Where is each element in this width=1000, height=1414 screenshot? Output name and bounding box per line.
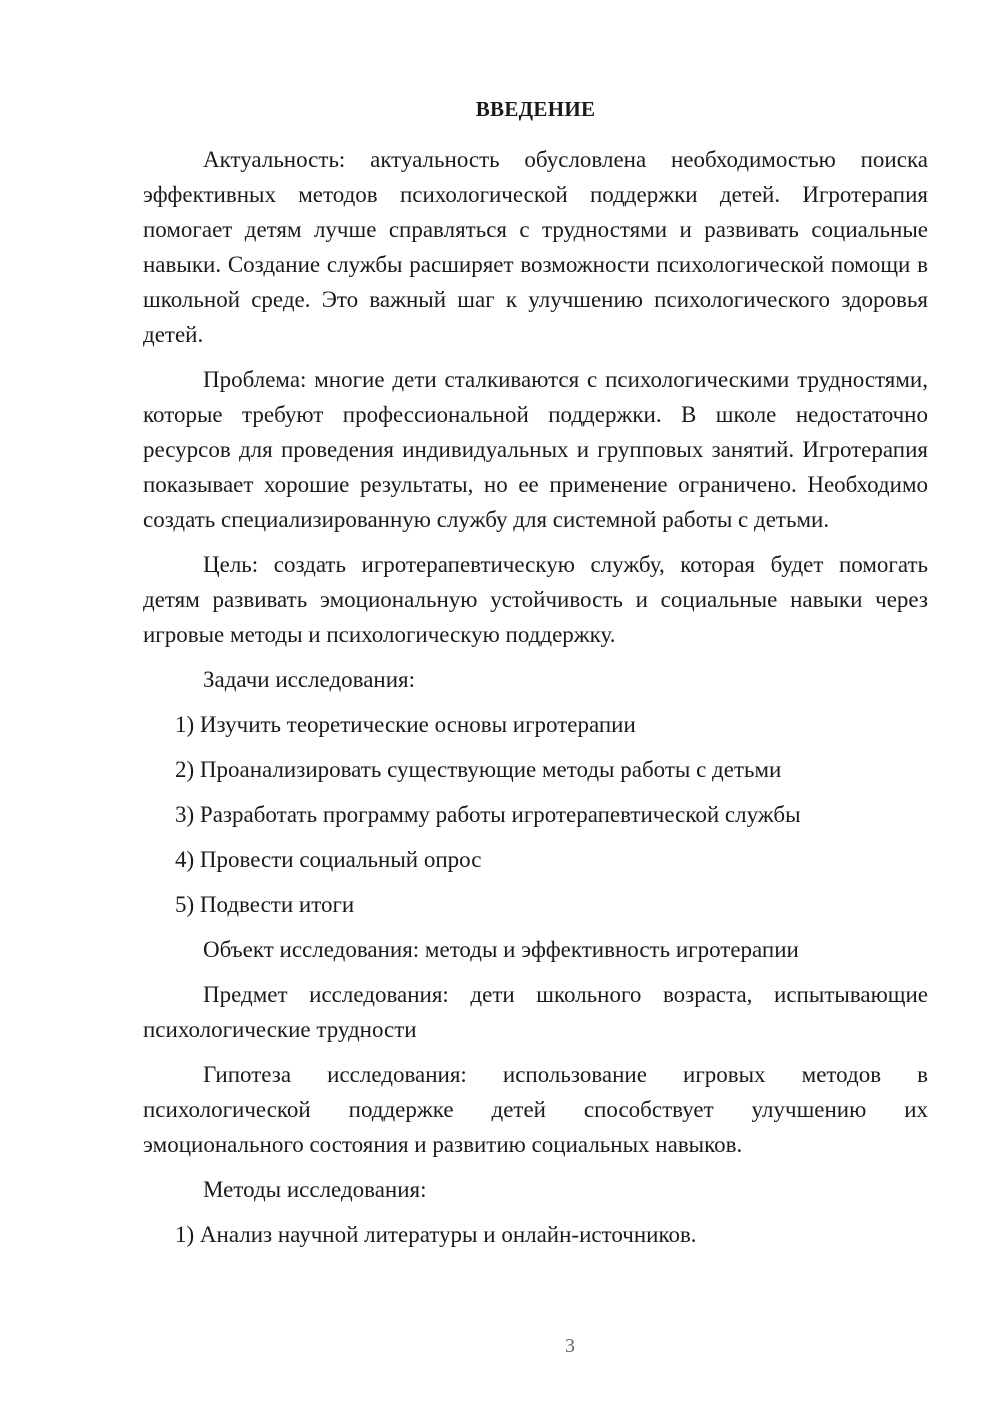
document-body: [143, 142, 928, 1262]
task-item: 3) Разработать программу работы игротерапевтической службы: [175, 802, 801, 827]
task-item: 5) Подвести итоги: [175, 892, 355, 917]
page-number: 3: [565, 1335, 575, 1357]
task-item: 2) Проанализировать существующие методы работы с детьми: [175, 757, 782, 782]
method-item: 1) Анализ научной литературы и онлайн-источников.: [175, 1222, 697, 1247]
page-title: ВВЕДЕНИЕ: [475, 97, 596, 121]
tasks-heading: Задачи исследования:: [203, 667, 416, 692]
paragraph-goal: Цель: создать игротерапевтическую службу, которая будет помогать детям развивать эмоциональную устойчивость и социальные навыки через игровые методы и психологическую поддержку.: [143, 552, 928, 647]
paragraph-relevance: Актуальность: актуальность обусловлена необходимостью поиска эффективных методов психологической поддержки детей. Игротерапия помогает детям лучше справляться с трудностями и развивать социальные навыки. Создание службы расширяет возможности психологической помощи в школьной среде. Это важный шаг к улучшению психологического здоровья детей.: [143, 147, 928, 347]
paragraph-hypothesis: Гипотеза исследования: использование игровых методов в психологической поддержке детей способствует улучшению их эмоционального состояния и развитию социальных навыков.: [143, 1062, 928, 1157]
paragraph-problem: Проблема: многие дети сталкиваются с психологическими трудностями, которые требуют профессиональной поддержки. В школе недостаточно ресурсов для проведения индивидуальных и групповых занятий. Игротерапия показывает хорошие результаты, но ее применение ограничено. Необходимо создать специализированную службу для системной работы с детьми.: [143, 367, 928, 532]
paragraph-object: Объект исследования: методы и эффективность игротерапии: [203, 937, 799, 962]
methods-heading: Методы исследования:: [203, 1177, 427, 1202]
paragraph-subject: Предмет исследования: дети школьного возраста, испытывающие психологические трудности: [143, 982, 928, 1042]
task-item: 1) Изучить теоретические основы игротерапии: [175, 712, 636, 737]
task-item: 4) Провести социальный опрос: [175, 847, 482, 872]
